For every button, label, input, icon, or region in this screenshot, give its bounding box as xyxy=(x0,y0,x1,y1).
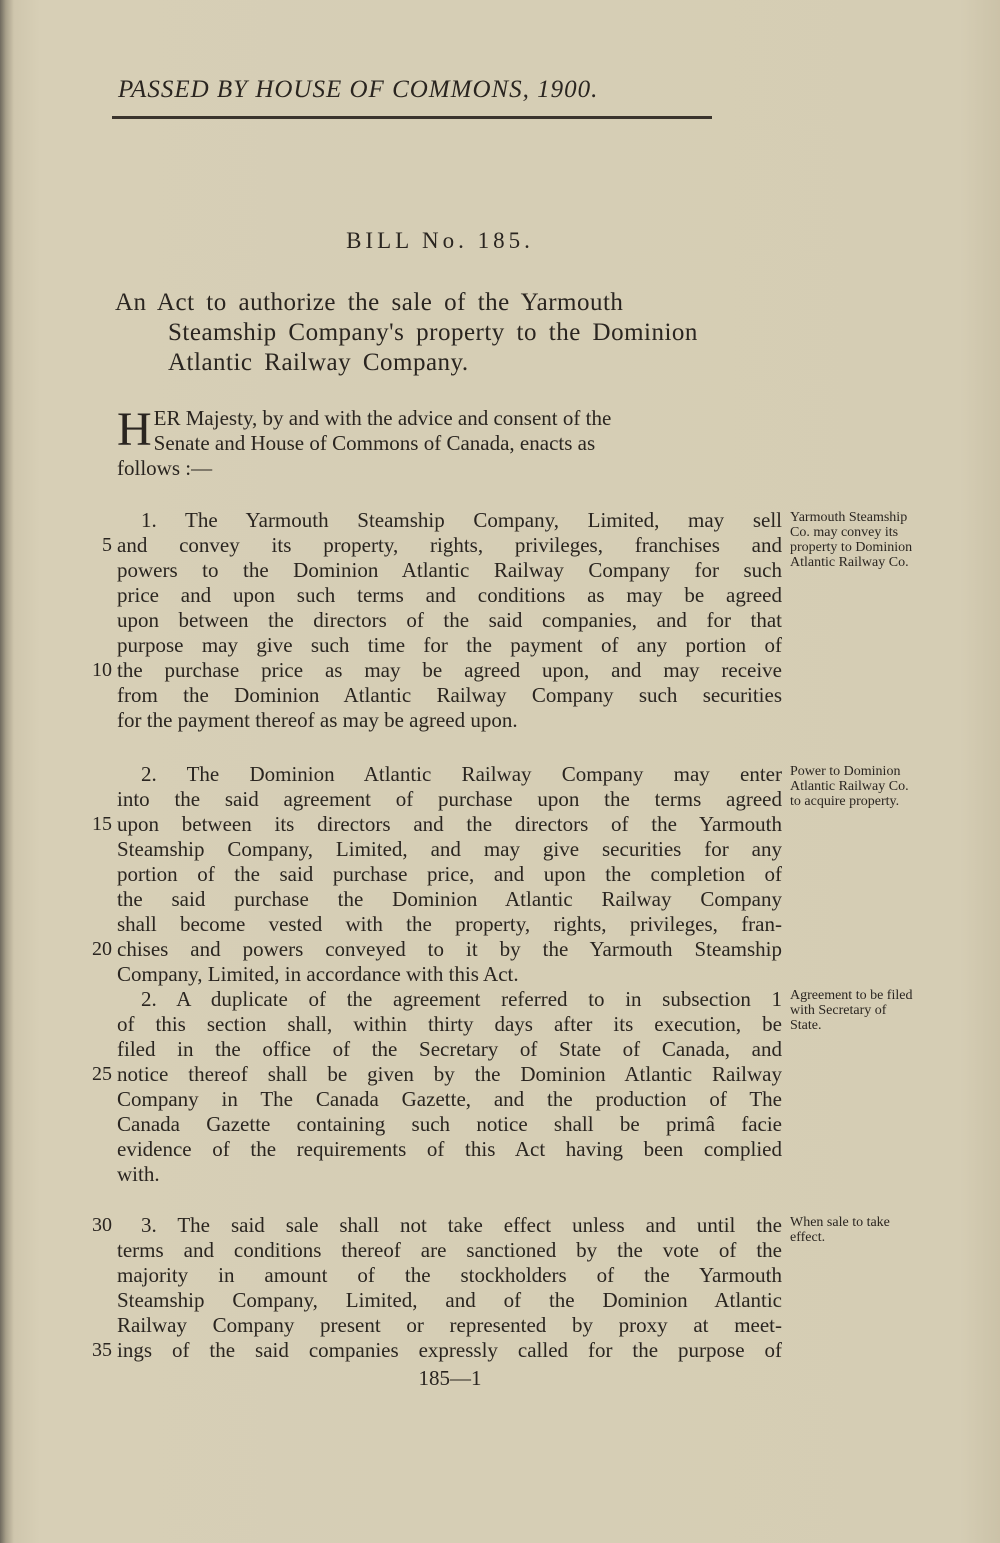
act-title-line-2: Steamship Company's property to the Dominion xyxy=(168,319,698,346)
body-line: the purchase price as may be agreed upon, and may receive xyxy=(117,658,782,682)
body-line: majority in amount of the stockholders of the Yarmouth xyxy=(117,1263,782,1287)
body-line: upon between the directors of the said companies, and for that xyxy=(117,608,782,632)
margin-note: Agreement to be filed with Secretary of State. xyxy=(790,988,913,1033)
enacting-line-2: Senate and House of Commons of Canada, enacts as xyxy=(153,431,596,455)
act-title-line-1: An Act to authorize the sale of the Yarmouth xyxy=(115,289,624,316)
body-line: Steamship Company, Limited, and of the Dominion Atlantic xyxy=(117,1288,782,1312)
body-line: from the Dominion Atlantic Railway Company such securities xyxy=(117,683,782,707)
line-number: 20 xyxy=(92,938,112,960)
body-line: Steamship Company, Limited, and may give securities for any xyxy=(117,837,782,861)
line-number: 25 xyxy=(92,1063,112,1085)
passed-header: PASSED BY HOUSE OF COMMONS, 1900. xyxy=(118,76,599,103)
body-line: 1. The Yarmouth Steamship Company, Limited, may sell xyxy=(141,508,782,532)
body-line: evidence of the requirements of this Act having been complied xyxy=(117,1137,782,1161)
line-number: 15 xyxy=(92,813,112,835)
line-number: 35 xyxy=(92,1339,112,1361)
line-number: 5 xyxy=(102,534,112,556)
act-title xyxy=(115,288,780,378)
body-line: with. xyxy=(117,1162,160,1186)
body-line: and convey its property, rights, privileges, franchises and xyxy=(117,533,782,557)
bill-title: BILL No. 185. xyxy=(346,228,534,253)
body-line: 3. The said sale shall not take effect unless and until the xyxy=(141,1213,782,1237)
page-number: 185—1 xyxy=(418,1366,482,1390)
body-line: filed in the office of the Secretary of State of Canada, and xyxy=(117,1037,782,1061)
body-line: notice thereof shall be given by the Dominion Atlantic Railway xyxy=(117,1062,782,1086)
body-line: portion of the said purchase price, and upon the completion of xyxy=(117,862,782,886)
margin-note: Yarmouth Steamship Co. may convey its property to Dominion Atlantic Railway Co. xyxy=(790,510,913,570)
body-line: terms and conditions thereof are sanctioned by the vote of the xyxy=(117,1238,782,1262)
body-line: powers to the Dominion Atlantic Railway Company for such xyxy=(117,558,782,582)
margin-note: Power to Dominion Atlantic Railway Co. to acquire property. xyxy=(790,764,909,809)
body-line: into the said agreement of purchase upon the terms agreed xyxy=(117,787,782,811)
body-line: of this section shall, within thirty days after its execution, be xyxy=(117,1012,782,1036)
body-line: 2. The Dominion Atlantic Railway Company may enter xyxy=(141,762,782,786)
line-number: 30 xyxy=(92,1214,112,1236)
enacting-clause xyxy=(117,403,782,481)
body-line: for the payment thereof as may be agreed upon. xyxy=(117,708,518,732)
enacting-line-3: follows :— xyxy=(117,456,213,480)
enacting-line-1: ER Majesty, by and with the advice and consent of the xyxy=(153,406,612,430)
drop-cap: H xyxy=(117,403,152,456)
body-line: Company, Limited, in accordance with this Act. xyxy=(117,962,519,986)
body-line: purpose may give such time for the payment of any portion of xyxy=(117,633,782,657)
line-number: 10 xyxy=(92,659,112,681)
body-line: ings of the said companies expressly called for the purpose of xyxy=(117,1338,782,1362)
body-line: shall become vested with the property, rights, privileges, fran- xyxy=(117,912,782,936)
header-rule xyxy=(112,116,712,119)
act-title-line-3: Atlantic Railway Company. xyxy=(168,349,469,376)
body-line: price and upon such terms and conditions as may be agreed xyxy=(117,583,782,607)
body-line: chises and powers conveyed to it by the Yarmouth Steamship xyxy=(117,937,782,961)
body-line: the said purchase the Dominion Atlantic Railway Company xyxy=(117,887,782,911)
body-line: Canada Gazette containing such notice shall be primâ facie xyxy=(117,1112,782,1136)
body-line: Railway Company present or represented by proxy at meet- xyxy=(117,1313,782,1337)
body-line: Company in The Canada Gazette, and the production of The xyxy=(117,1087,782,1111)
body-line: upon between its directors and the directors of the Yarmouth xyxy=(117,812,782,836)
margin-note: When sale to take effect. xyxy=(790,1215,890,1245)
body-line: 2. A duplicate of the agreement referred to in subsection 1 xyxy=(141,987,782,1011)
